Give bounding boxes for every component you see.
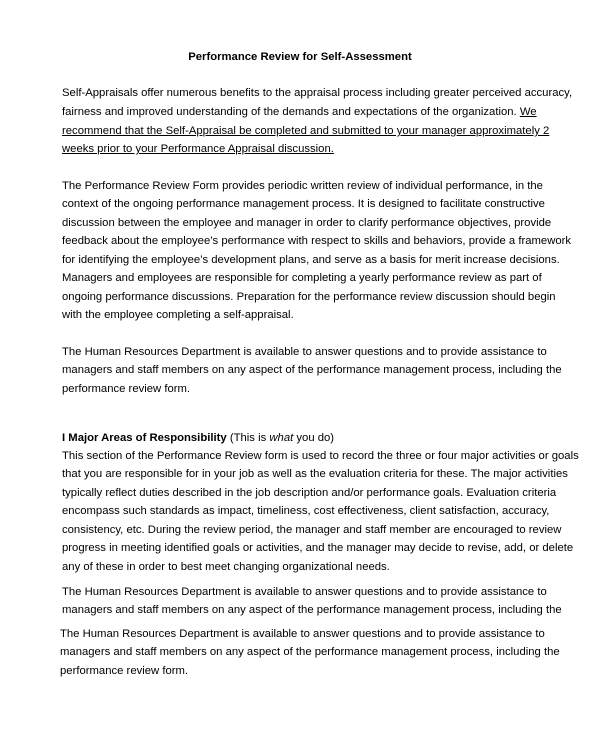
paragraph-2-line: with the employee completing a self-appraisal. [62,309,294,321]
paragraph-6-line: The Human Resources Department is available to answer questions and to provide assistance to [60,628,545,640]
paragraph-5-line: managers and staff members on any aspect of the performance management process, including the [62,604,562,616]
section-1-line: progress in meeting identified goals or activities, and the manager may decide to revise, add, or delete [62,542,574,554]
paragraph-3-line: managers and staff members on any aspect of the performance management process, including the [62,364,562,376]
paragraph-5-line: The Human Resources Department is available to answer questions and to provide assistance to [62,586,547,598]
paragraph-3-line: The Human Resources Department is available to answer questions and to provide assistance to [62,346,547,358]
intro-line-2-underlined: We [519,106,537,118]
paragraph-2-line: discussion between the employee and manager in order to clarify performance objectives, provide [62,217,552,229]
intro-line-2-text: fairness and improved understanding of the demands and expectations of the organization. [62,106,520,118]
paragraph-2-line: feedback about the employee’s performance with respect to skills and behaviors, provide a framework [62,235,572,247]
paragraph-2-line: ongoing performance discussions. Preparation for the performance review discussion should begin [62,291,556,303]
section-1-line: consistency, etc. During the review period, the manager and staff member are encouraged to review [62,524,562,536]
intro-line-2 [62,105,537,119]
paragraph-6-line: managers and staff members on any aspect of the performance management process, including the [60,646,560,658]
section-1-line: that you are responsible for in your job as well as the evaluation criteria for these. The major activities [62,468,568,480]
paragraph-2-line: Managers and employees are responsible for completing a yearly performance review as part of [62,272,542,284]
section-1-heading [62,431,334,445]
intro-line-3: recommend that the Self-Appraisal be completed and submitted to your manager approximately 2 [62,125,550,137]
section-1-line: This section of the Performance Review form is used to record the three or four major activities or goals [62,450,579,462]
paragraph-6-line: performance review form. [60,665,189,677]
intro-line-1: Self-Appraisals offer numerous benefits to the appraisal process including greater perceived accuracy, [62,87,573,99]
section-1-line: any of these in order to best meet changing organizational needs. [62,561,390,573]
section-1-heading-title: I Major Areas of Responsibility [62,432,227,444]
paragraph-2-line: The Performance Review Form provides periodic written review of individual performance, in the [62,180,543,192]
section-1-heading-note: (This is [226,432,270,444]
section-1-heading-italic: what [269,432,294,444]
document-title: Performance Review for Self-Assessment [188,51,412,63]
section-1-line: encompass such standards as impact, timeliness, cost effectiveness, client satisfaction, accuracy, [62,505,550,517]
paragraph-2-line: for identifying the employee’s development plans, and serve as a basis for merit increase decisions. [62,254,560,266]
paragraph-2-line: context of the ongoing performance management process. It is designed to facilitate constructive [62,198,545,210]
paragraph-3-line: performance review form. [62,383,191,395]
section-1-line: typically reflect duties described in the job description and/or performance goals. Evaluation criteria [62,487,557,499]
intro-line-4: weeks prior to your Performance Appraisal discussion. [62,143,334,155]
section-1-heading-note-end: you do) [293,432,335,444]
